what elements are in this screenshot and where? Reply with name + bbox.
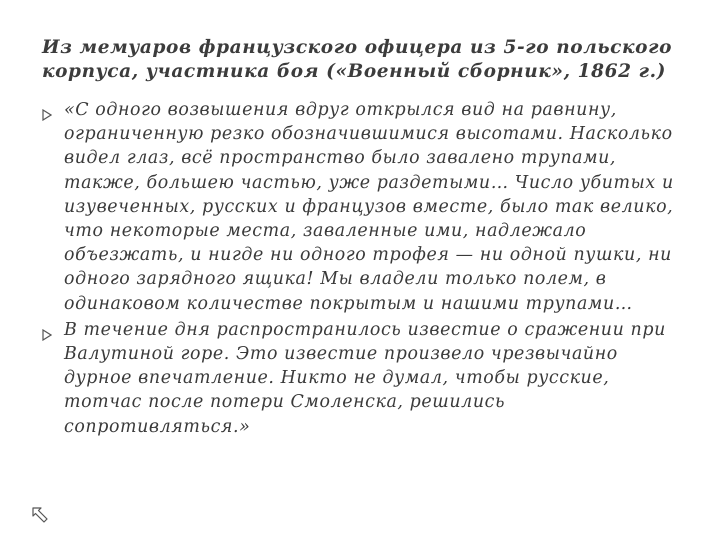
bullet-text: «С одного возвышения вдруг открылся вид на равнину, ограниченную резко обозначившимися высотами. Насколько видел глаз, всё пространство было завалено трупами, также, большею частью, уже раздетыми… Число убитых и изувеченных, русских и французов вместе, было так велико, что некоторые места, заваленные ими, надлежало объезжать, и нигде ни одного трофея — ни одной пушки, ни одного зарядного ящика! Мы владели только полем, в одинаковом количестве покрытым и нашими трупами…	[64, 100, 674, 314]
triangle-right-icon	[42, 324, 52, 336]
arrow-up-left-icon[interactable]	[30, 505, 52, 527]
slide-title: Из мемуаров французского офицера из 5-го польского корпуса, участника боя («Военный сборник», 1862 г.)	[42, 37, 673, 82]
triangle-right-icon	[42, 104, 52, 116]
bullet-item	[42, 98, 692, 316]
bullet-item	[42, 318, 692, 439]
bullet-list	[42, 98, 692, 441]
bullet-text: В течение дня распространилось известие о сражении при Валутиной горе. Это известие произвело чрезвычайно дурное впечатление. Никто не думал, чтобы русские, тотчас после потери Смоленска, решились сопротивляться.»	[64, 319, 666, 437]
